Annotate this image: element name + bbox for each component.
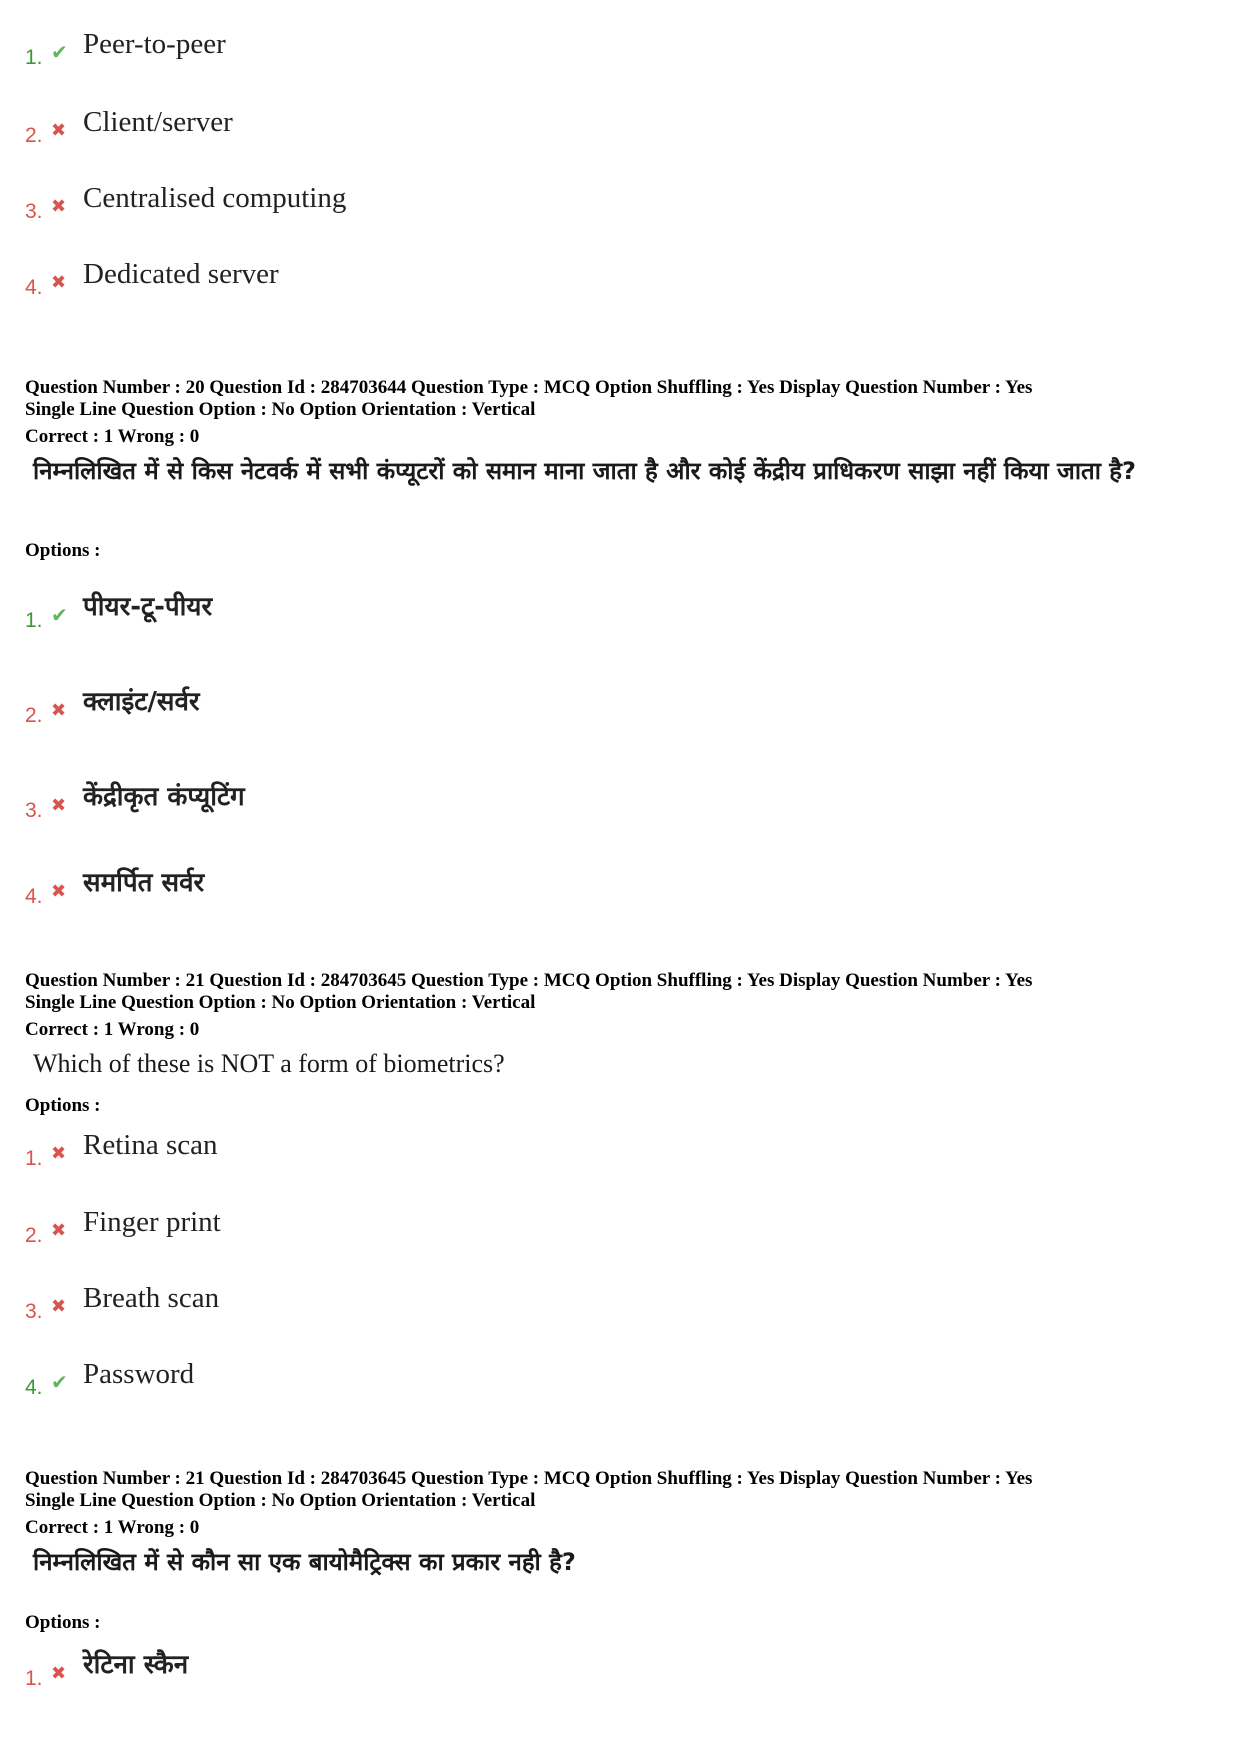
option-3 xyxy=(25,782,925,827)
question-block xyxy=(25,970,1215,1116)
option-2 xyxy=(25,1206,925,1252)
option-text: Peer-to-peer xyxy=(83,28,226,60)
cross-icon: ✖ xyxy=(51,120,67,141)
option-4 xyxy=(25,868,925,913)
cross-icon: ✖ xyxy=(51,196,67,217)
cross-icon: ✖ xyxy=(51,795,67,816)
option-text: Password xyxy=(83,1358,195,1390)
option-text: क्लाइंट/सर्वर xyxy=(83,687,200,717)
option-2 xyxy=(25,106,925,152)
cross-icon: ✖ xyxy=(51,881,67,902)
option-text: केंद्रीकृत कंप्यूटिंग xyxy=(83,782,245,812)
check-icon: ✔ xyxy=(51,1370,68,1394)
question-meta xyxy=(25,970,1215,1041)
option-3 xyxy=(25,1282,925,1328)
question-block xyxy=(25,1468,1215,1633)
question-text: निम्नलिखित में से किस नेटवर्क में सभी कंप्यूटरों को समान माना जाता है और कोई केंद्रीय प्राधिकरण साझा नहीं किया जाता है? xyxy=(33,457,1136,485)
option-number: 3. xyxy=(25,1300,43,1323)
option-text: पीयर-टू-पीयर xyxy=(83,592,213,622)
option-number: 3. xyxy=(25,200,43,223)
option-4 xyxy=(25,1358,925,1404)
option-number: 3. xyxy=(25,799,43,822)
option-text: Dedicated server xyxy=(83,258,279,290)
option-number: 4. xyxy=(25,885,43,908)
options-label: Options : xyxy=(25,1095,101,1116)
option-number: 1. xyxy=(25,1667,43,1690)
score-line: Correct : 1 Wrong : 0 xyxy=(25,1019,200,1040)
options-label: Options : xyxy=(25,540,101,561)
question-text: निम्नलिखित में से कौन सा एक बायोमैट्रिक्स का प्रकार नही है? xyxy=(33,1548,576,1576)
cross-icon: ✖ xyxy=(51,1143,67,1164)
cross-icon: ✖ xyxy=(51,1663,67,1684)
cross-icon: ✖ xyxy=(51,272,67,293)
option-text: Breath scan xyxy=(83,1282,220,1314)
option-text: Client/server xyxy=(83,106,233,138)
option-1 xyxy=(25,1650,925,1695)
question-meta-line-1: Question Number : 21 Question Id : 284703645 Question Type : MCQ Option Shuffling : Yes Display Question Number : Yes xyxy=(25,1468,1033,1489)
option-text: समर्पित सर्वर xyxy=(83,868,205,898)
option-number: 1. xyxy=(25,609,43,632)
check-icon: ✔ xyxy=(51,603,68,627)
cross-icon: ✖ xyxy=(51,1296,67,1317)
question-text: Which of these is NOT a form of biometrics? xyxy=(33,1049,505,1078)
option-number: 4. xyxy=(25,276,43,299)
option-number: 4. xyxy=(25,1376,43,1399)
question-meta-line-1: Question Number : 20 Question Id : 284703644 Question Type : MCQ Option Shuffling : Yes Display Question Number : Yes xyxy=(25,377,1033,398)
option-number: 1. xyxy=(25,1147,43,1170)
options-label: Options : xyxy=(25,1612,101,1633)
option-number: 1. xyxy=(25,46,43,69)
option-text: रेटिना स्कैन xyxy=(83,1650,189,1680)
option-text: Centralised computing xyxy=(83,182,347,214)
score-line: Correct : 1 Wrong : 0 xyxy=(25,1517,200,1538)
question-block xyxy=(25,377,1215,561)
option-text: Finger print xyxy=(83,1206,221,1238)
question-meta xyxy=(25,377,1215,448)
cross-icon: ✖ xyxy=(51,1220,67,1241)
option-1 xyxy=(25,1129,925,1175)
option-4 xyxy=(25,258,925,304)
question-meta-line-1: Question Number : 21 Question Id : 284703645 Question Type : MCQ Option Shuffling : Yes Display Question Number : Yes xyxy=(25,970,1033,991)
option-number: 2. xyxy=(25,1224,43,1247)
option-3 xyxy=(25,182,925,228)
option-number: 2. xyxy=(25,124,43,147)
option-text: Retina scan xyxy=(83,1129,218,1161)
question-meta xyxy=(25,1468,1215,1539)
question-meta-line-2: Single Line Question Option : No Option Orientation : Vertical xyxy=(25,1490,536,1511)
option-2 xyxy=(25,687,925,732)
option-1 xyxy=(25,28,925,74)
option-1 xyxy=(25,592,925,637)
score-line: Correct : 1 Wrong : 0 xyxy=(25,426,200,447)
option-number: 2. xyxy=(25,704,43,727)
question-meta-line-2: Single Line Question Option : No Option Orientation : Vertical xyxy=(25,399,536,420)
question-meta-line-2: Single Line Question Option : No Option Orientation : Vertical xyxy=(25,992,536,1013)
cross-icon: ✖ xyxy=(51,700,67,721)
check-icon: ✔ xyxy=(51,40,68,64)
